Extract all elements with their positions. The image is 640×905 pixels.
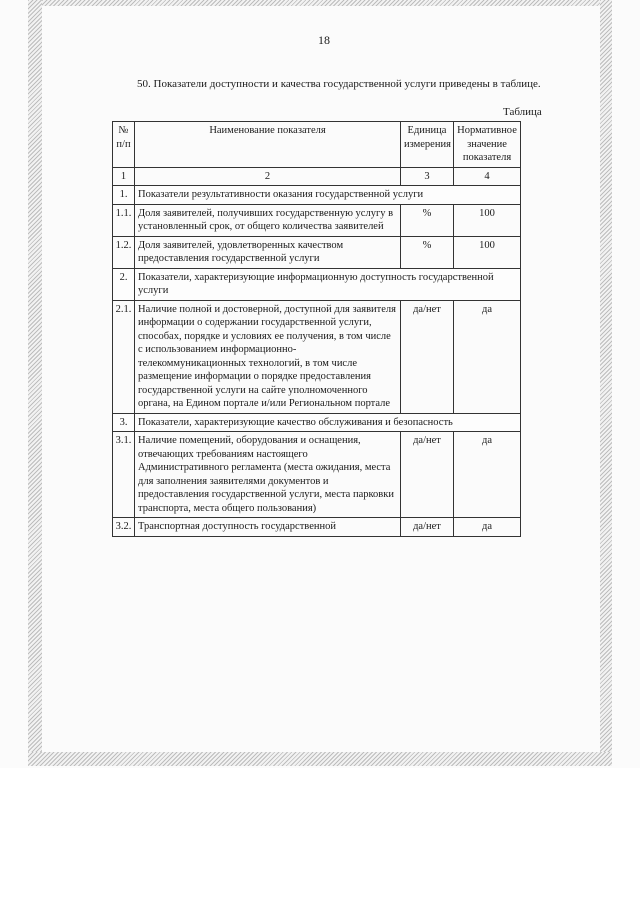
- table-section-row: [113, 186, 521, 205]
- row-number: 1.: [113, 186, 135, 205]
- indicator-name: Доля заявителей, получивших государственную услугу в установленный срок, от общего количества заявителей: [135, 204, 401, 236]
- indicator-name: Транспортная доступность государственной: [135, 518, 401, 537]
- scan-edge-bottom: [28, 752, 612, 766]
- row-number: 1.2.: [113, 236, 135, 268]
- section-title: Показатели результативности оказания государственной услуги: [135, 186, 521, 205]
- indicator-unit: да/нет: [401, 432, 454, 518]
- table-row: [113, 518, 521, 537]
- indicators-table: [112, 121, 521, 537]
- numbering-cell: 2: [135, 167, 401, 186]
- indicator-name: Доля заявителей, удовлетворенных качеством предоставления государственной услуги: [135, 236, 401, 268]
- table-numbering-row: [113, 167, 521, 186]
- table-section-row: [113, 413, 521, 432]
- header-number: № п/п: [113, 122, 135, 168]
- scan-edge-left: [28, 0, 42, 765]
- indicator-unit: да/нет: [401, 300, 454, 413]
- indicator-name: Наличие полной и достоверной, доступной для заявителя информации о содержании государственной услуги, способах, порядке и условиях ее получения, в том числе с использованием информационно-телекоммуникационных технологий, в том числе размещение информации о порядке предоставления государственной услуги на сайте уполномоченного органа, на Едином портале и/или Региональном портале: [135, 300, 401, 413]
- table-row: [113, 300, 521, 413]
- section-title: Показатели, характеризующие информационную доступность государственной услуги: [135, 268, 521, 300]
- row-number: 2.: [113, 268, 135, 300]
- indicator-value: да: [454, 518, 521, 537]
- table-row: [113, 432, 521, 518]
- row-number: 1.1.: [113, 204, 135, 236]
- indicator-value: да: [454, 432, 521, 518]
- indicator-unit: да/нет: [401, 518, 454, 537]
- numbering-cell: 1: [113, 167, 135, 186]
- section-title: Показатели, характеризующие качество обслуживания и безопасность: [135, 413, 521, 432]
- intro-paragraph: 50. Показатели доступности и качества государственной услуги приведены в таблице.: [137, 78, 541, 90]
- row-number: 3.2.: [113, 518, 135, 537]
- indicator-value: да: [454, 300, 521, 413]
- row-number: 3.: [113, 413, 135, 432]
- scan-edge-right: [600, 0, 612, 765]
- header-value: Нормативное значение показателя: [454, 122, 521, 168]
- row-number: 3.1.: [113, 432, 135, 518]
- numbering-cell: 3: [401, 167, 454, 186]
- table-row: [113, 236, 521, 268]
- header-name: Наименование показателя: [135, 122, 401, 168]
- table-body: [113, 186, 521, 537]
- scan-edge-top: [42, 0, 600, 6]
- table-section-row: [113, 268, 521, 300]
- header-unit: Единица измерения: [401, 122, 454, 168]
- indicator-value: 100: [454, 236, 521, 268]
- page-number: 18: [318, 33, 330, 47]
- table-caption: Таблица: [503, 106, 542, 118]
- row-number: 2.1.: [113, 300, 135, 413]
- table-row: [113, 204, 521, 236]
- numbering-cell: 4: [454, 167, 521, 186]
- table-header-row: [113, 122, 521, 168]
- indicator-unit: %: [401, 236, 454, 268]
- indicator-value: 100: [454, 204, 521, 236]
- indicator-name: Наличие помещений, оборудования и оснащения, отвечающих требованиям настоящего Административного регламента (места ожидания, места для заполнения заявителями документов и предоставления государственной услуги, места парковки транспорта, места общего пользования): [135, 432, 401, 518]
- indicator-unit: %: [401, 204, 454, 236]
